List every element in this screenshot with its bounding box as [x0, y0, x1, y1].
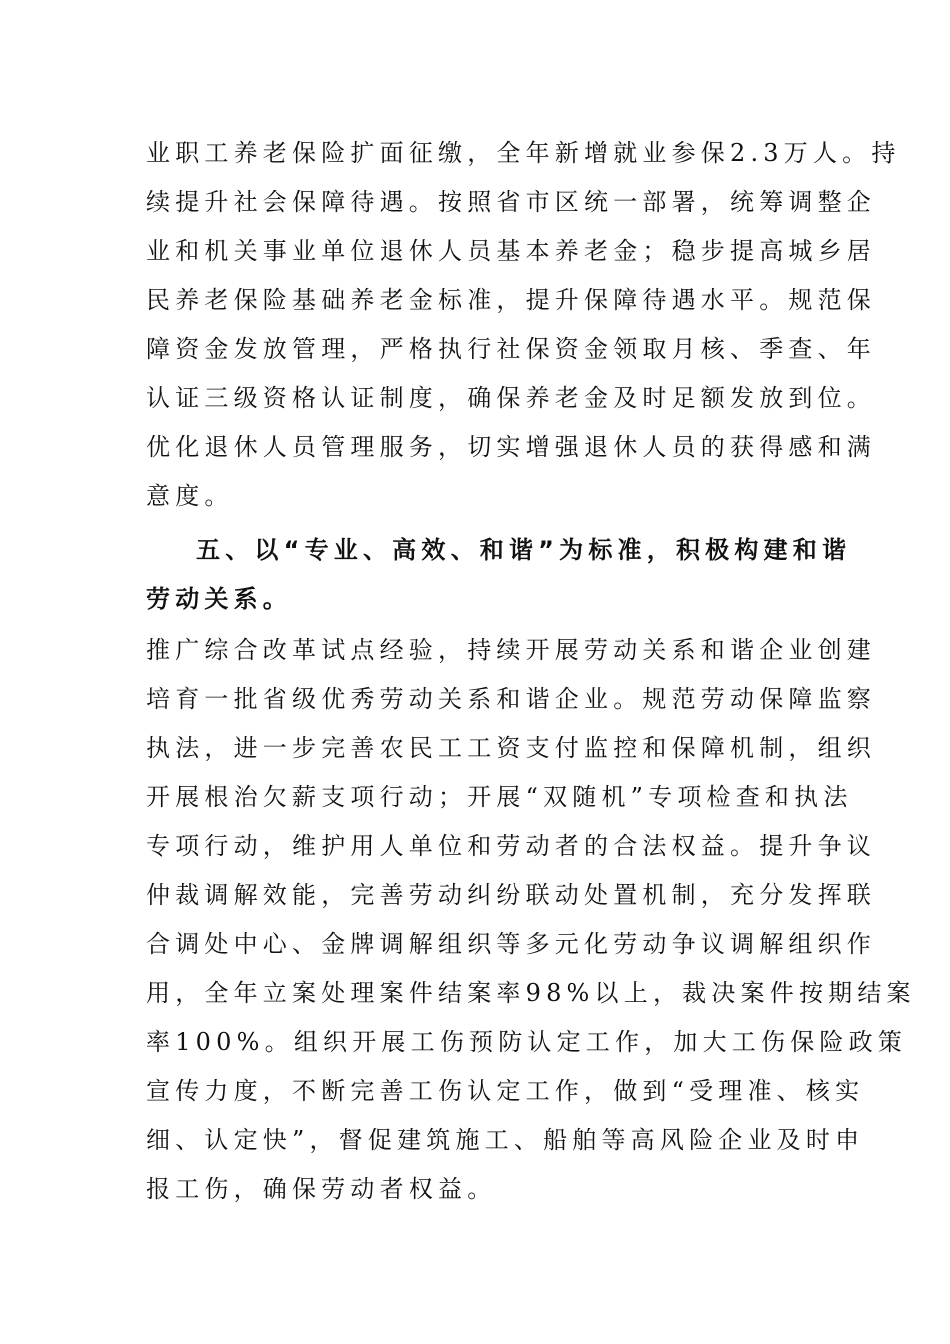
text-line: 障资金发放管理，严格执行社保资金领取月核、季查、年 [146, 335, 876, 363]
text-line: 宣传力度，不断完善工伤认定工作，做到“受理准、核实 [146, 1077, 865, 1105]
text-line: 推广综合改革试点经验，持续开展劳动关系和谐企业创建 [146, 636, 876, 664]
text-line: 业和机关事业单位退休人员基本养老金；稳步提高城乡居 [146, 237, 876, 265]
text-line: 用，全年立案处理案件结案率98%以上，裁决案件按期结案 [146, 979, 916, 1007]
text-line: 率100%。组织开展工伤预防认定工作，加大工伤保险政策 [146, 1028, 908, 1056]
text-line: 优化退休人员管理服务，切实增强退休人员的获得感和满 [146, 433, 876, 461]
text-line: 续提升社会保障待遇。按照省市区统一部署，统筹调整企 [146, 188, 876, 216]
text-line: 执法，进一步完善农民工工资支付监控和保障机制，组织 [146, 734, 876, 762]
text-line: 意度。 [146, 482, 234, 510]
text-line: 业职工养老保险扩面征缴，全年新增就业参保2.3万人。持 [146, 139, 901, 167]
text-line: 民养老保险基础养老金标准，提升保障待遇水平。规范保 [146, 286, 876, 314]
text-line: 细、认定快”，督促建筑施工、船舶等高风险企业及时申 [146, 1126, 865, 1154]
text-line: 仲裁调解效能，完善劳动纠纷联动处置机制，充分发挥联 [146, 881, 876, 909]
heading-line: 五、以“专业、高效、和谐”为标准，积极构建和谐 [196, 536, 852, 564]
text-line: 专项行动，维护用人单位和劳动者的合法权益。提升争议 [146, 832, 876, 860]
text-line: 培育一批省级优秀劳动关系和谐企业。规范劳动保障监察 [146, 685, 876, 713]
text-line: 合调处中心、金牌调解组织等多元化劳动争议调解组织作 [146, 930, 876, 958]
text-line: 开展根治欠薪支项行动；开展“双随机”专项检查和执法 [146, 783, 853, 811]
heading-line: 劳动关系。 [146, 585, 292, 613]
text-line: 认证三级资格认证制度，确保养老金及时足额发放到位。 [146, 384, 876, 412]
text-line: 报工伤，确保劳动者权益。 [146, 1175, 497, 1203]
